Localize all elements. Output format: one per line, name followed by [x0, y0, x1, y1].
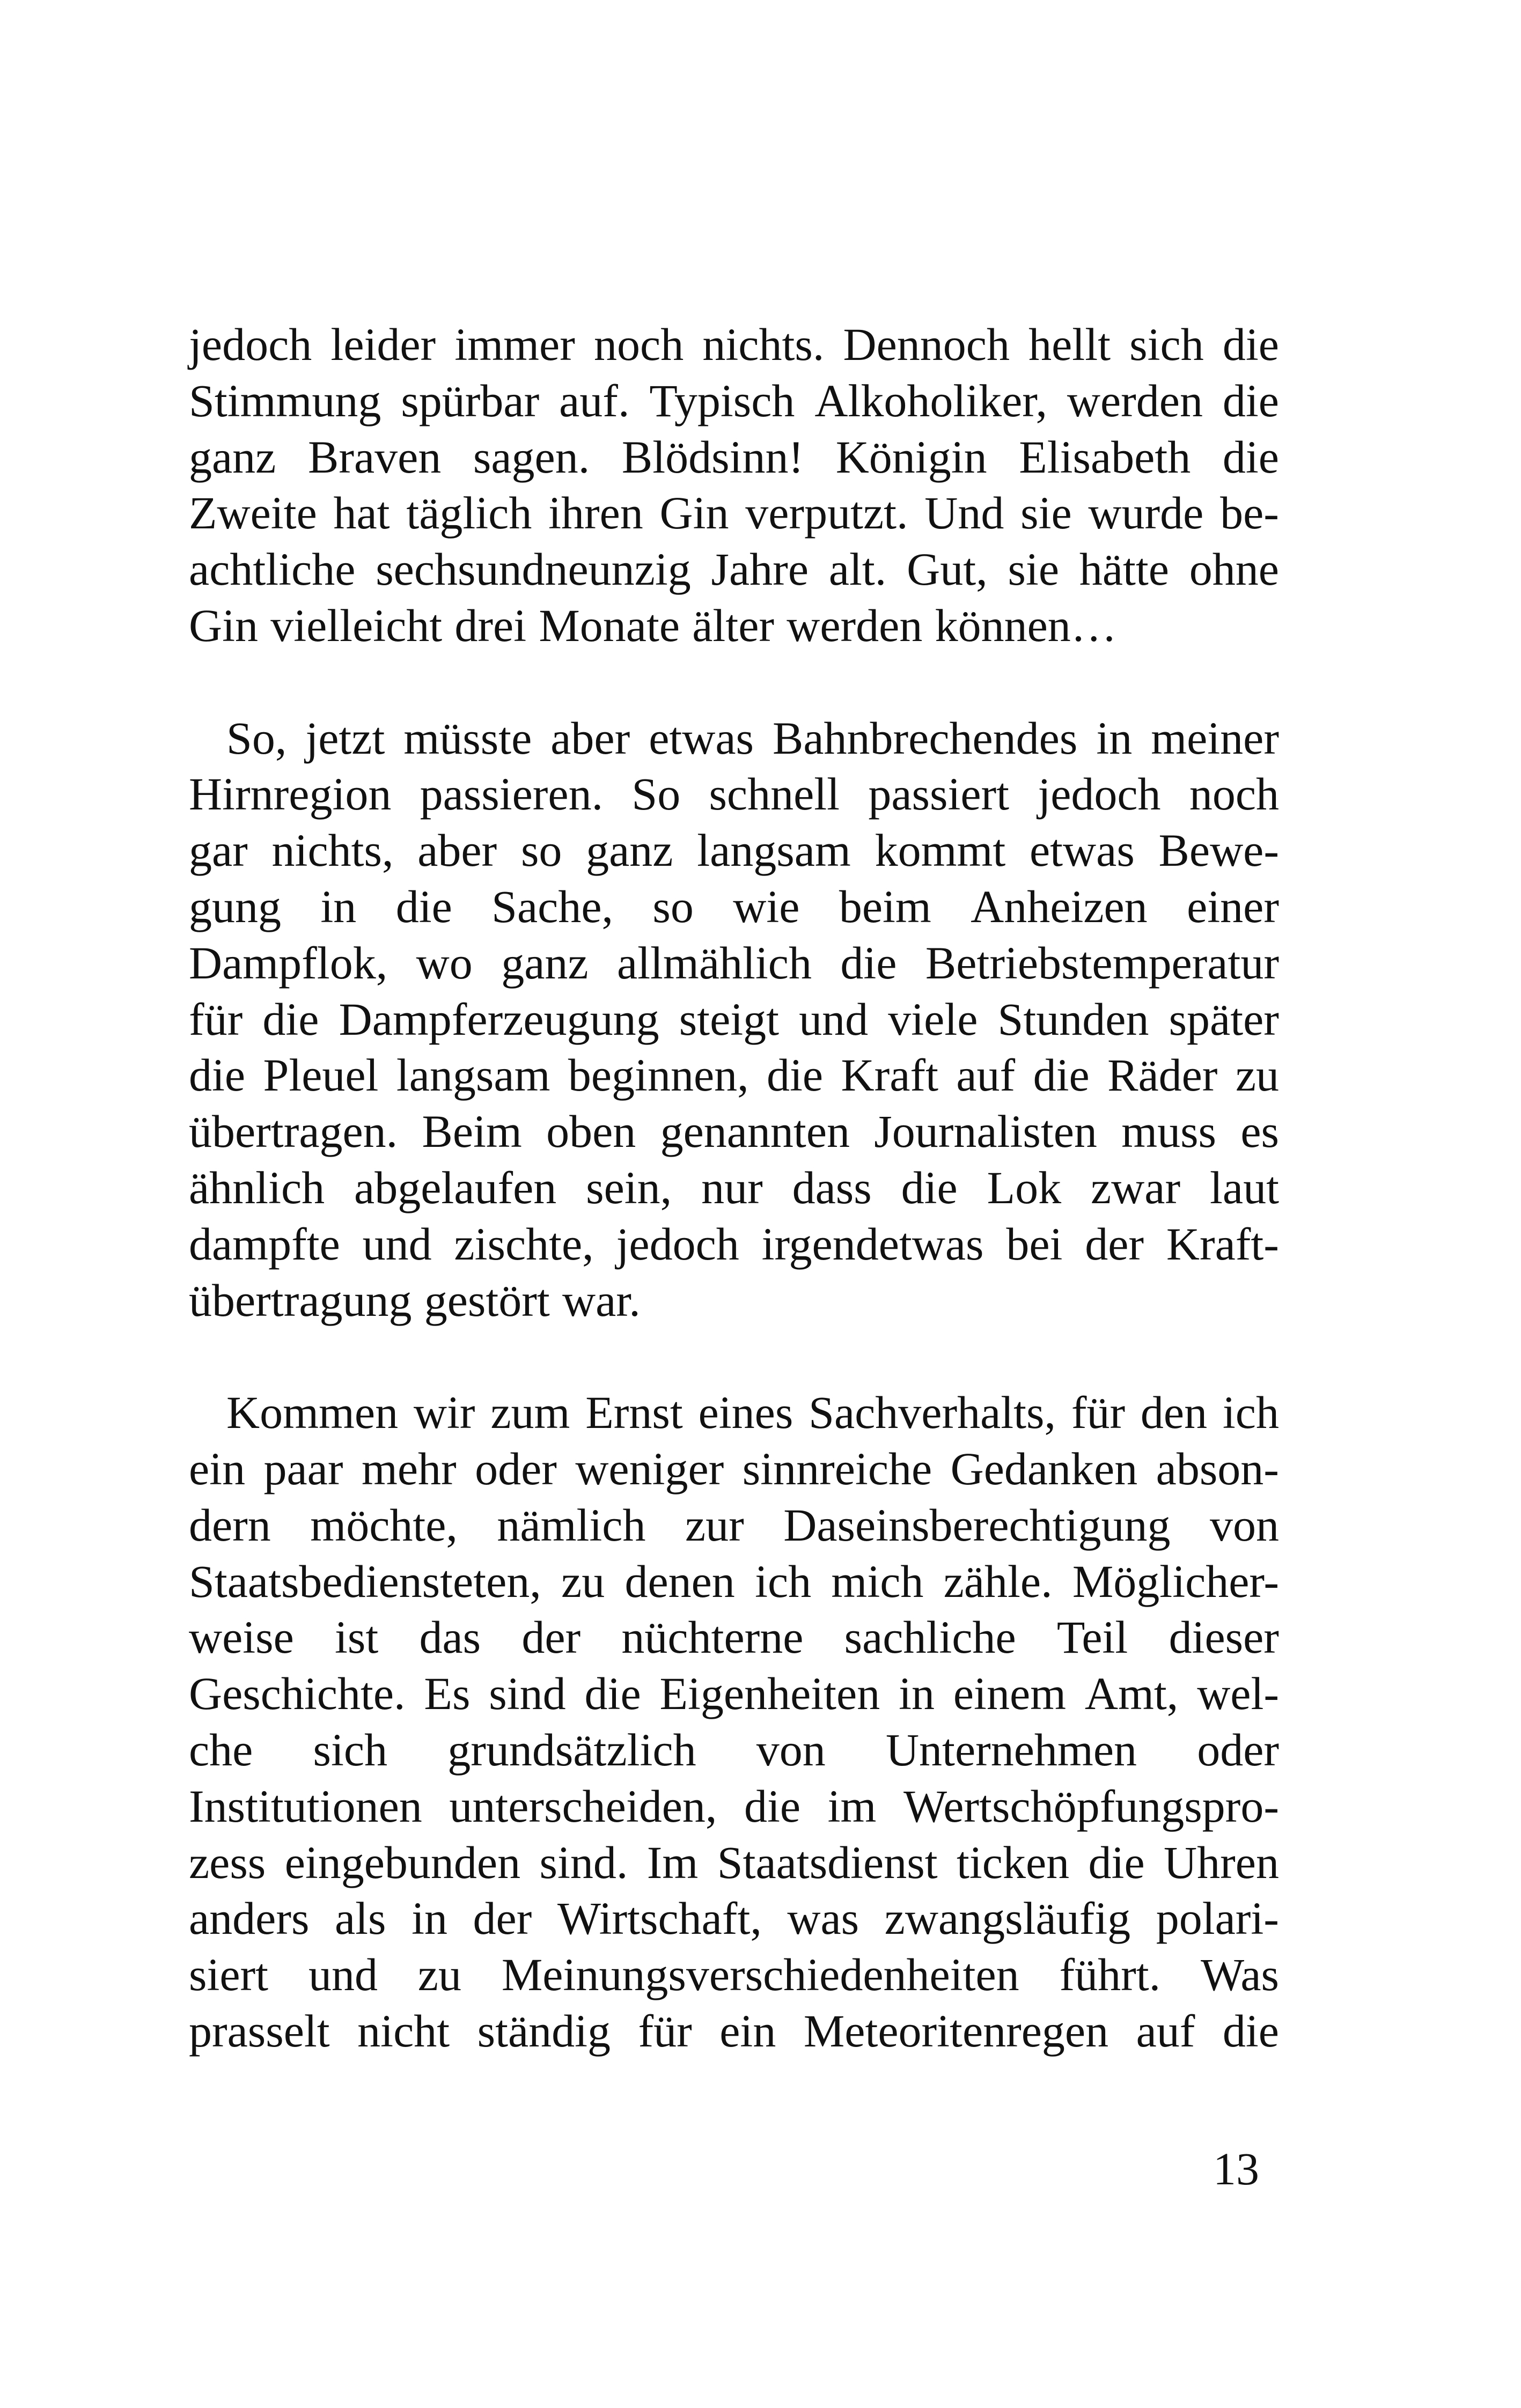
text-line: Staatsbediensteten, zu denen ich mich zähle. Möglicher- — [189, 1555, 1279, 1607]
text-line: Dampflok, wo ganz allmählich die Betriebstemperatur — [189, 937, 1279, 989]
paragraph — [189, 316, 1279, 654]
paragraph-gap — [189, 1328, 1279, 1385]
paragraph-gap — [189, 654, 1279, 710]
text-line: übertragung gestört war. — [189, 1274, 641, 1326]
text-line: für die Dampferzeugung steigt und viele Stunden später — [189, 993, 1279, 1045]
text-line: zess eingebunden sind. Im Staatsdienst ticken die Uhren — [189, 1836, 1279, 1888]
text-line: ein paar mehr oder weniger sinnreiche Gedanken abson- — [189, 1442, 1279, 1494]
paragraph — [189, 710, 1279, 1329]
text-line: gar nichts, aber so ganz langsam kommt etwas Bewe- — [189, 824, 1279, 877]
text-line: Kommen wir zum Ernst eines Sachverhalts, für den ich — [226, 1387, 1279, 1439]
text-line: anders als in der Wirtschaft, was zwangsläufig polari- — [189, 1892, 1279, 1945]
text-line: ganz Braven sagen. Blödsinn! Königin Elisabeth die — [189, 431, 1279, 483]
text-line: Hirnregion passieren. So schnell passiert jedoch noch — [189, 768, 1279, 820]
text-line: che sich grundsätzlich von Unternehmen oder — [189, 1724, 1279, 1776]
text-line: die Pleuel langsam beginnen, die Kraft auf die Räder zu — [189, 1049, 1279, 1101]
page-number: 13 — [1213, 2143, 1259, 2195]
text-line: gung in die Sache, so wie beim Anheizen einer — [189, 880, 1279, 932]
text-line: achtliche sechsundneunzig Jahre alt. Gut, sie hätte ohne — [189, 543, 1279, 595]
paragraph — [189, 1385, 1279, 2059]
text-line: jedoch leider immer noch nichts. Dennoch hellt sich die — [189, 319, 1279, 370]
text-line: Institutionen unterscheiden, die im Wertschöpfungspro- — [189, 1780, 1279, 1832]
text-line: siert und zu Meinungsverschiedenheiten führt. Was — [189, 1949, 1279, 2001]
text-line: Zweite hat täglich ihren Gin verputzt. Und sie wurde be- — [189, 487, 1279, 539]
text-line: dampfte und zischte, jedoch irgendetwas bei der Kraft- — [189, 1218, 1279, 1270]
text-line: Stimmung spürbar auf. Typisch Alkoholiker, werden die — [189, 374, 1279, 426]
text-line: übertragen. Beim oben genannten Journalisten muss es — [189, 1106, 1279, 1158]
body-text — [189, 316, 1279, 2059]
text-line: Gin vielleicht drei Monate älter werden können… — [189, 599, 1117, 651]
text-line: prasselt nicht ständig für ein Meteoritenregen auf die — [189, 2005, 1279, 2057]
text-line: ähnlich abgelaufen sein, nur dass die Lok zwar laut — [189, 1161, 1279, 1213]
text-line: So, jetzt müsste aber etwas Bahnbrechendes in meiner — [226, 712, 1279, 764]
text-line: dern möchte, nämlich zur Daseinsberechtigung von — [189, 1499, 1279, 1551]
text-line: Geschichte. Es sind die Eigenheiten in einem Amt, wel- — [189, 1668, 1279, 1720]
text-line: weise ist das der nüchterne sachliche Teil dieser — [189, 1611, 1279, 1663]
